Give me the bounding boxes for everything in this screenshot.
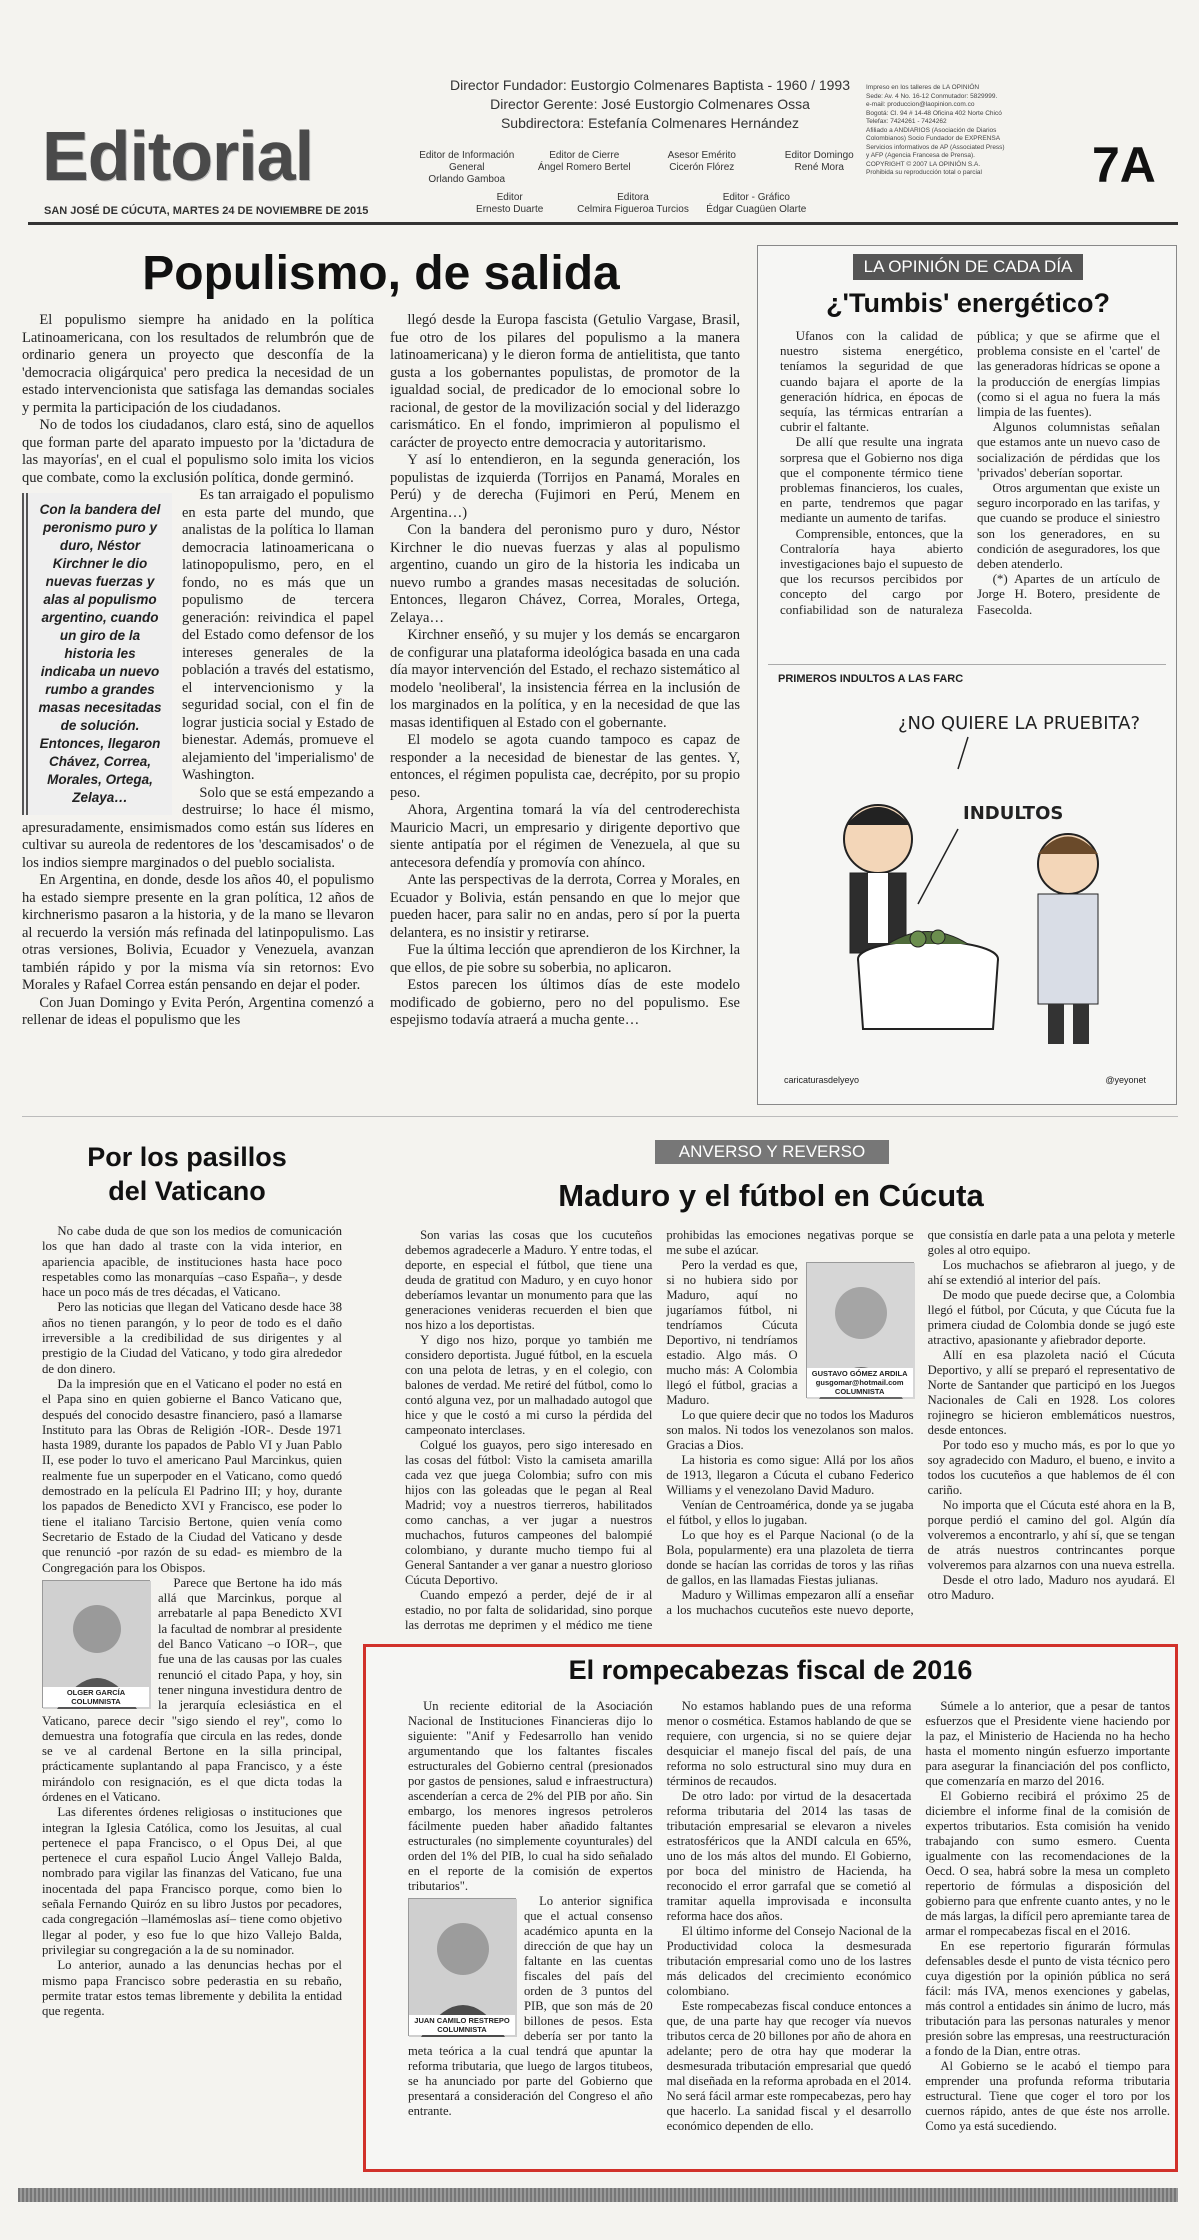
columnist-photo bbox=[806, 1262, 914, 1398]
imprint-block: Impreso en los talleres de LA OPINIÓN Sede: Av. 4 No. 16-12 Conmutador: 5829999. e-mail: produccion@laopinion.com.co Bogotá: Cl. 94 # 14-48 Oficina 402 Norte Chicó Telefax: 7424261 - 7424262 Afiliado a ANDIARIOS (Asociación de Diarios Colombianos) Socio Fundador de EXPRENSA Servicios informativos de AP (Associated Press) y AFP (Agencia Francesa de Prensa). COPYRIGHT © 2007 LA OPINIÓN S.A. Prohibida su reproducción total o parcial bbox=[866, 84, 1005, 176]
main-headline: Populismo, de salida bbox=[142, 247, 620, 300]
paragraph: Lo anterior, aunado a las denuncias hechas por el mismo papa Francisco sobre pederastia en su rebaño, permite tratar estos temas libremente y debilita la entidad que regenta. bbox=[42, 1958, 342, 2019]
opinion-box bbox=[757, 245, 1177, 1105]
main-column-2 bbox=[390, 312, 740, 1030]
paragraph: Y así lo entendieron, en la segunda generación, los populistas de izquierda (Torrijos en Panamá, Morales en Perú) y de derecha (Fujimori en Perú, Menem en Argentina…) bbox=[390, 452, 740, 521]
paragraph: Pero la verdad es que, si no hubiera sido por Maduro, aquí no jugaríamos fútbol, ni tendríamos Cúcuta Deportivo, ni tendríamos estadio. Algo más. O mucho más: A Colombia llegó el fútbol, gracias a Maduro. bbox=[666, 1258, 798, 1407]
paragraph: Estos parecen los últimos días de este modelo modificado de gobierno, pero no del populismo. Ese espejismo todavía atraerá a mucha gente… bbox=[390, 977, 740, 1028]
paragraph: Es tan arraigado el populismo en esta parte del mundo, que analistas de la política lo llaman democracia latinoamericana o latinopopulismo, pero, en el fondo, no es más que un populismo de tercera generación: reivindica el papel del Estado como defensor de los intereses generales de la población a través del estatismo, el intervencionismo y la seguridad social, con el fin de lograr justicia social y Estado de bienestar. Además, promueve el alejamiento del 'imperialismo' de Washington. bbox=[182, 487, 374, 783]
paragraph: Ante las perspectivas de la derrota, Correa y Morales, en Ecuador y Bolivia, están pensando en que lo mejor que pueden hacer, para salir no en andas, pero sí por la puerta delantera, es no insistir y retirarse. bbox=[390, 872, 740, 941]
columnist-caption: JUAN CAMILO RESTREPO COLUMNISTA bbox=[409, 2015, 515, 2035]
paragraph: Cuando empezó a perder, dejé de ir al estadio, no por falta de solidaridad, sino porque las derrotas me deprimen y el médico me tiene prohibidas las emociones negativas porque se me sube el azúcar. bbox=[405, 1228, 914, 1632]
paragraph: Ahora, Argentina tomará la vía del centroderechista Mauricio Macri, un empresario y dirigente deportivo que siente antipatía por el régimen de Venezuela, al que su antecesora defendía y promovía con ahínco. bbox=[390, 802, 740, 871]
paragraph: En Argentina, en donde, desde los años 40, el populismo ha estado siempre presente en la gran política, 12 años de kirchnerismo pasaron a la historia, y de la mano se llevaron al recuerdo la versión más refinada del latinpopulismo. Las otras versiones, Bolivia, Ecuador y Venezuela, avanzan también rápido y por la misma vía sin retornos: Evo Morales y Rafael Correa están pensando en dejar el poder. bbox=[22, 872, 374, 993]
main-column-1 bbox=[22, 312, 374, 1030]
editor-credit: Asesor Emérito Cicerón Flórez bbox=[667, 150, 736, 173]
paragraph: El último informe del Consejo Nacional de la Productividad coloca la desmesurada tributación empresarial como uno de los lastres más delicados del crecimiento económico colombiano. bbox=[666, 1924, 912, 1998]
columnist-photo bbox=[42, 1580, 150, 1708]
paragraph: Lo que hoy es el Parque Nacional (o de la Bola, popularmente) era una plazoleta de tierra donde se hacían las corridas de toros y las riñas de gallos, en las llamadas Fiestas julianas. bbox=[666, 1528, 914, 1587]
subdirector: Subdirectora: Estefanía Colmenares Hernández bbox=[500, 115, 800, 131]
editor-credit: Editor Ernesto Duarte bbox=[476, 192, 544, 215]
cartoon-label: INDULTOS bbox=[963, 803, 1064, 824]
cartoon-credit: caricaturasdelyeyo bbox=[784, 1075, 860, 1085]
paragraph: De otro lado: por virtud de la desacertada reforma tributaria del 2014 las tasas de tributación empresarial se elevaron a niveles estratosféricos que la ANDI calcula en 65%, uno de los más altos del mundo. El Gobierno, por boca del ministro de Hacienda, ha reconocido el error garrafal que se cometió al tramitar aquella improvisada e inconsulta reforma hace dos años. bbox=[666, 1789, 912, 1923]
paragraph: Ufanos con la calidad de nuestro sistema energético, teníamos la seguridad de que cuando bajara el aporte de la generación hídrica, en épocas de sequía, las térmicas entrarían a cubrir el faltante. bbox=[780, 328, 963, 435]
paragraph: Las diferentes órdenes religiosas o instituciones que integran la Iglesia Católica, como los Jesuitas, al cual pertenece el papa Francisco, o el Opus Dei, al que pertenece el cura español Lucio Ángel Vallejo Balda, nombrado para vigilar las finanzas del Vaticano, fue una inocentada del papa Francisco porque, como bien lo señala Fernando Quiróz en su libro Justos por pecadores, cada congregación –llamémoslas así– tiene como objetivo llegar al poder, y eso fue lo que hizo Vallejo Balda, privilegiar su congregación a la de su nominador. bbox=[42, 1805, 342, 1957]
paragraph: Parece que Bertone ha ido más allá que Marcinkus, porque al arrebatarle al papa Benedicto XVI la facultad de nombrar al presidente del Banco Vaticano –o IOR–, que fue una de las causas por las cuales renunció el citado Papa, y hoy, sin tener ninguna investidura dentro de la jerarquía eclesiástica en el Vaticano, parece decir "sigo siendo el rey", como lo demuestra una fotografía que circula en las redes, donde se ve al cardenal Bertone en la silla principal, prácticamente suplantando al papa Francisco, y a éste mirándolo con resignación, es el que dicta todas la órdenes en el Vaticano. bbox=[42, 1575, 342, 1804]
bottom-border-bar bbox=[18, 2188, 1178, 2202]
paragraph: Son varias las cosas que los cucuteños debemos agradecerle a Maduro. Y entre todas, el deporte, en especial el fútbol, que tiene una deuda de gratitud con Maduro, y en cuyo honor deberíamos levantar un monumento para que las generaciones venideras recuerden el bien que nos hizo a los deportistas. bbox=[405, 1228, 653, 1332]
cartoon-speech-bubble: ¿NO QUIERE LA PRUEBITA? bbox=[898, 713, 1141, 734]
columnist-caption: GUSTAVO GÓMEZ ARDILA gusgomar@hotmail.com COLUMNISTA bbox=[807, 1368, 913, 1397]
opinion-headline: ¿'Tumbis' energético? bbox=[826, 288, 1110, 318]
paragraph: Otros argumentan que existe un seguro incorporado en las tarifas, y que cuando se produce el siniestro son los generadores, en su condición de aseguradores, los que deben atenderlo. bbox=[977, 480, 1160, 572]
cartoon-caption: PRIMEROS INDULTOS A LAS FARC bbox=[778, 673, 964, 685]
director-founder: Director Fundador: Eustorgio Colmenares Baptista - 1960 / 1993 bbox=[450, 77, 850, 93]
paragraph: Un reciente editorial de la Asociación Nacional de Instituciones Financieras dijo lo siguiente: "Anif y Fedesarrollo han venido argumentando que los faltantes fiscales estructurales del Gobierno central (presionados por gastos de pensiones, salud e infraestructura) ascenderían a cerca de 2% del PIB por año. Sin embargo, los menores ingresos petroleros fácilmente pueden haber añadido faltantes estructurales (no simplemente coyunturales) del orden del 1% del PIB, lo cual ha sido señalado en el reporte de la comisión de expertos tributarios". bbox=[408, 1699, 653, 1893]
paragraph: Este rompecabezas fiscal conduce entonces a que, de una parte hay que recoger vía nuevos tributos cerca de 20 billones por año de ahora en adelante; pero de otra hay que moderar la desmesurada tributación empresarial que quedó mal diseñada en la reforma aprobada en el 2014. No será fácil armar este rompecabezas, pero hay que hacerlo. La sanidad fiscal y el desarrollo económico dependen de ello. bbox=[666, 1999, 912, 2133]
vaticano-text bbox=[42, 1224, 342, 2019]
paragraph: (*) Apartes de un artículo de Jorge H. Botero, presidente de Fasecolda. bbox=[977, 571, 1160, 617]
cartoon-illustration bbox=[768, 689, 1166, 1069]
paragraph: Desde el otro lado, Maduro nos ayudará. El otro Maduro. bbox=[927, 1573, 1175, 1602]
editorial-cartoon bbox=[768, 664, 1166, 1094]
paragraph: Algunos columnistas señalan que estamos ante un nuevo caso de socialización de pérdidas que los 'privados' deberían soportar. bbox=[977, 419, 1160, 480]
editor-credit: Editor - Gráfico Édgar Cuagüen Olarte bbox=[706, 192, 807, 215]
paragraph: Colgué los guayos, pero sigo interesado en las cosas del fútbol: Visto la camiseta amarilla cada vez que juega Colombia; sufro con mis hijos con las goleadas que le pegan al Real Madrid; voy a nuestros tierreros, habilitados como canchas, a ver jugar a nuestros muchachos, futuros campeones del balompié colombiano, y durante mucho tiempo fui al General Santander a ver ganar a nuestro glorioso Cúcuta Deportivo. bbox=[405, 1438, 653, 1587]
page-number: 7A bbox=[1092, 137, 1156, 193]
paragraph: Comprensible, entonces, que la Contraloría haya abierto investigaciones bajo el supuesto de que los recursos percibidos por concepto del cargo por confiabilidad son de naturaleza pública; y que se afirme que el problema consiste en el 'cartel' de las generadoras hídricas se opone a la producción de energías limpias (como si el agua no fuera la más limpia de las fuentes). bbox=[780, 328, 1161, 617]
paragraph: No estamos hablando pues de una reforma menor o cosmética. Estamos hablando de que se requiere, con urgencia, si no se quiere dejar desquiciar el manejo fiscal del país, de una reforma no solo estructural sino muy dura en términos de recaudos. bbox=[666, 1699, 912, 1788]
editor-credit: Editora Celmira Figueroa Turcios bbox=[577, 192, 689, 215]
fiscal-text bbox=[408, 1699, 1170, 2134]
opinion-text bbox=[780, 328, 1160, 617]
editor-credit: Editor de Cierre Ángel Romero Bertel bbox=[537, 150, 631, 173]
paragraph: Y digo nos hizo, porque yo también me considero deportista. Jugué fútbol, en la escuela con una pelota de letras, y en el colegio, con balones de verdad. Me retiré del fútbol, como lo contó alguna vez, por un malhadado autogol que hice y que le costó a mi curso la pérdida del campeonato interclases. bbox=[405, 1333, 653, 1437]
issue-date: SAN JOSÉ DE CÚCUTA, MARTES 24 DE NOVIEMBRE DE 2015 bbox=[44, 205, 369, 217]
pull-quote: Con la bandera del peronismo puro y duro, Néstor Kirchner le dio nuevas fuerzas y alas al populismo argentino, cuando un giro de la historia les indicaba un nuevo rumbo a grandes masas necesitadas de solución. Entonces, llegaron Chávez, Correa, Morales, Ortega, Zelaya… bbox=[22, 493, 172, 815]
paragraph: No de todos los ciudadanos, claro está, sino de aquellos que forman parte del aparato impuesto por la 'dictadura de las mayorías', en el cual el populismo solo imita los vicios que combate, como la exclusión política, donde germinó. bbox=[22, 417, 374, 486]
paragraph: En ese repertorio figurarán fórmulas defensables desde el punto de vista técnico pero cuya digestión por la opinión pública no será fácil: más IVA, menos exenciones y gabelas, más control a entidades sin ánimo de lucro, más tributación para las personas naturales y menor presión sobre las empresas, una reestructuración a fondo de la Dian, entre otras. bbox=[925, 1939, 1170, 2058]
section-divider bbox=[22, 1116, 1178, 1117]
paragraph: No importa que el Cúcuta esté ahora en la B, porque perdió el camino del gol. Algún día volveremos a encontrarlo, y ahí sí, que se tengan de atrás nuestros contrincantes porque volveremos para alzarnos con una nueva estrella. bbox=[927, 1498, 1175, 1572]
paragraph: Al Gobierno se le acabó el tiempo para emprender una profunda reforma tributaria estructural. Tiene que coger el toro por los cuernos rápido, antes de que éste nos arrolle. Como ya está sucediendo. bbox=[925, 2059, 1170, 2133]
directors-block bbox=[440, 76, 860, 133]
director-manager: Director Gerente: José Eustorgio Colmenares Ossa bbox=[490, 96, 810, 112]
paragraph: Solo que se está empezando a destruirse; lo hace él mismo, apresuradamente, ensimismados como están sus líderes en cultivar su aureola de redentores de los 'descamisados' o de los indios siempre marginados o del pueblo socialista. bbox=[22, 784, 374, 871]
paragraph: Súmele a lo anterior, que a pesar de tantos esfuerzos que el Presidente viene haciendo por la paz, el Ministerio de Hacienda no ha hecho hasta el momento ningún esfuerzo importante para asegurar la financiación del pos conflicto, que comenzaría en marzo del 2016. bbox=[925, 1699, 1170, 1788]
paragraph: Con Juan Domingo y Evita Perón, Argentina comenzó a rellenar de ideas el populismo que les bbox=[22, 994, 374, 1028]
editor-credit: Editor Domingo René Mora bbox=[784, 150, 854, 173]
masthead bbox=[28, 72, 1178, 222]
vaticano-headline: Por los pasillos del Vaticano bbox=[87, 1142, 287, 1206]
paragraph: De modo que puede decirse que, a Colombia llegó el fútbol, por Cúcuta, y que Cúcuta fue la primera ciudad de Colombia donde se jugó este atractivo, apasionante y afiebrador deporte. bbox=[927, 1288, 1175, 1347]
paragraph: Maduro y Willimas empezaron allí a enseñar a los muchachos cucuteños este nuevo deporte, que consistía en darle pata a una pelota y meterle goles al otro equipo. bbox=[666, 1228, 1175, 1617]
section-title: Editorial bbox=[42, 117, 314, 195]
paragraph: La historia es como sigue: Allá por los años de 1913, llegaron a Cúcuta el cubano Federico Williams y el venezolano David Maduro. bbox=[666, 1453, 914, 1497]
column-maduro bbox=[365, 1140, 1177, 1640]
paragraph: Allí en esa plazoleta nació el Cúcuta Deportivo, y allí se preparó el representativo de Norte de Santander que participó en los Juegos Nacionales de Cali en 1928. Los colores rojinegro se hicieron emblemáticos nuestros, desde entonces. bbox=[927, 1348, 1175, 1437]
editors-row bbox=[408, 192, 878, 216]
paragraph: Lo anterior significa que el actual consenso académico apunta en la dirección de que hay un faltante en las cuentas fiscales del país del orden de 3 puntos del PIB, que son más de 20 billones de pesos. Esta debería ser por tanto la meta teórica a la cual tendrá que apuntar la reforma tributaria, que luego de largos titubeos, se ha anunciado por parte del Gobierno que presentará a consideración del Congreso el año entrante. bbox=[408, 1894, 653, 2118]
paragraph: Da la impresión que en el Vaticano el poder no está en el Papa sino en quien gobierne el Banco Vaticano que, después del conocido desastre financiero, pasó a llamarse Instituto para las Obras de Religión -IOR-. Desde 1971 hasta 1989, durante los papados de Pablo VI y Juan Pablo II, ese poder lo tuvo el americano Paul Marcinkus, quien realmente fue un superpoder en el Vaticano, como quedó demostrado en la película El Padrino III; y hoy, durante los papados de Benedicto XVI y Francisco, ese poder lo tiene el italiano Tarcisio Bertone, quien venía como Secretario de Estado de la Ciudad del Vaticano y desde que renunció -por razón de su edad- es miembro de la Congregación para los Obispos. bbox=[42, 1376, 342, 1575]
paragraph: Fue la última lección que aprendieron de los Kirchner, la que ellos, de pie sobre su soberbia, no aplicaron. bbox=[390, 942, 740, 976]
main-editorial bbox=[22, 240, 740, 1100]
column-fiscal-highlighted bbox=[363, 1644, 1178, 2172]
fiscal-headline: El rompecabezas fiscal de 2016 bbox=[568, 1655, 973, 1685]
opinion-kicker: LA OPINIÓN DE CADA DÍA bbox=[853, 254, 1083, 280]
paragraph: Los muchachos se afiebraron al juego, y de ahí se extendió al interior del país. bbox=[927, 1258, 1175, 1287]
paragraph: Lo que quiere decir que no todos los Maduros son malos. Ni todos los venezolanos son malos. Gracias a Dios. bbox=[666, 1408, 914, 1452]
column-vaticano bbox=[22, 1140, 352, 2180]
paragraph: El populismo siempre ha anidado en la política Latinoamericana, con los resultados de relumbrón que de ordinario genera un proyecto que desconfía de la 'democracia oligárquica' pero predica la necesidad de un estado intervencionista que satisfaga las demandas sociales y permita la participación de los ciudadanos. bbox=[22, 312, 374, 416]
paragraph: llegó desde la Europa fascista (Getulio Vargase, Brasil, fue otro de los pilares del populismo a la manera latinoamericana) y le dieron forma de antielitista, que tanto gusta a los gobernantes populistas, de promotor de la igualdad social, de predicador de lo emocional sobre lo racional, de gestor de la movilización social y del liderazgo carismático. En el fondo, imprimieron al populismo el carácter de proyecto entre democracia y autoritarismo. bbox=[390, 312, 740, 451]
maduro-text bbox=[405, 1228, 1175, 1633]
maduro-kicker: ANVERSO Y REVERSO bbox=[655, 1140, 889, 1164]
maduro-headline: Maduro y el fútbol en Cúcuta bbox=[558, 1178, 984, 1213]
editors-block bbox=[408, 150, 878, 222]
paragraph: Venían de Centroamérica, donde ya se jugaba el fútbol, y ellos lo jugaban. bbox=[666, 1498, 914, 1527]
paragraph: Kirchner enseñó, y su mujer y los demás se encargaron de configurar una plataforma ideológica basada en una cada día mayor intervención del Estado, el rechazo sistemático al modelo 'neoliberal', la insistencia férrea en la inclusión de los marginados en la política, y en la necesidad de que las masas identifiquen al Estado con el gobernante. bbox=[390, 627, 740, 731]
paragraph: Por todo eso y mucho más, es por lo que yo soy agradecido con Maduro, el bueno, e invito a todos los cucuteños a que hablemos de él con cariño. bbox=[927, 1438, 1175, 1497]
paragraph: El Gobierno recibirá el próximo 25 de diciembre el informe final de la comisión de expertos tributarios. Esta comisión ha venido trabajando con sumo esmero. Cuenta igualmente con las recomendaciones de la Oecd. O sea, habrá sobre la mesa un completo repertorio de fórmulas a disposición del gobierno para que enfrente cuanto antes, y no le de más largas, la difícil pero apremiante tarea de armar el rompecabezas fiscal en el 2016. bbox=[925, 1789, 1170, 1938]
paragraph: No cabe duda de que son los medios de comunicación los que han dado al traste con la vida interior, en apariencia apacible, de instituciones hasta hace poco respetables como las monarquías –caso España–, y desde hace un poco más de tres décadas, el Vaticano. bbox=[42, 1224, 342, 1300]
paragraph: De allí que resulte una ingrata sorpresa que el Gobierno nos diga que el componente térmico tiene problemas financieros, los cuales, en parte, tendremos que pagar mediante un aumento de tarifas. bbox=[780, 434, 963, 526]
columnist-caption: OLGER GARCÍA COLUMNISTA bbox=[43, 1687, 149, 1707]
cartoon-credit: @yeyonet bbox=[1105, 1075, 1146, 1085]
editor-credit: Editor de Información General Orlando Gamboa bbox=[419, 150, 515, 185]
columnist-photo bbox=[408, 1898, 516, 2036]
masthead-divider bbox=[28, 222, 1178, 225]
paragraph: El modelo se agota cuando tampoco es capaz de responder a la necesidad de bienestar de las gentes. Y, entonces, el régimen populista cae, decrépito, por su propio peso. bbox=[390, 732, 740, 801]
paragraph: Pero las noticias que llegan del Vaticano desde hace 38 años no tienen parangón, y lo peor de todo es el daño irreversible a la credibilidad de sus dirigentes y al prestigio de la Ciudad del Vaticano, y todo gira alrededor de don dinero. bbox=[42, 1300, 342, 1376]
paragraph: Con la bandera del peronismo puro y duro, Néstor Kirchner le dio nuevas fuerzas y alas al populismo argentino, cuando un giro de la historia les indicaba un nuevo rumbo a grandes masas necesitadas de solución. Entonces, llegaron Chávez, Correa, Morales, Ortega, Zelaya… bbox=[390, 522, 740, 626]
editors-row bbox=[408, 150, 878, 186]
